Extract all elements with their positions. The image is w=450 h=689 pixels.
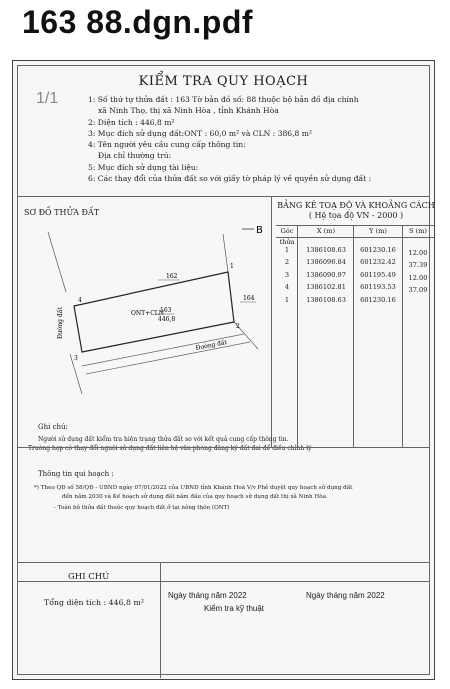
neighbor-line bbox=[48, 232, 66, 292]
vertex-label: 2 bbox=[236, 323, 240, 330]
column-divider bbox=[271, 196, 272, 447]
vertex-label: 3 bbox=[74, 355, 78, 362]
notes-text: Người sử dụng đất kiểm tra hiện trạng thửa đất so với kết quả cung cấp thông tin. Trường hợp có thay đổi người sử dụng đất liên hệ văn phòng đăng ký đất đai để điều chỉnh lý bbox=[28, 436, 312, 452]
parcel-number: 163 bbox=[160, 307, 172, 314]
vertex-label: 1 bbox=[230, 263, 234, 270]
parcel-map bbox=[18, 214, 268, 414]
distance-value: 37.09 bbox=[408, 286, 428, 295]
coord-table bbox=[276, 225, 434, 306]
technical-check: Kiểm tra kỹ thuật bbox=[204, 604, 265, 613]
planning-label: Thông tin qui hoạch : bbox=[38, 470, 114, 478]
footer-column bbox=[160, 562, 161, 678]
file-title: 163 88.dgn.pdf bbox=[22, 4, 254, 40]
info-line: 2: Diện tích : 446,8 m² bbox=[88, 117, 175, 127]
notes-label: Ghi chú: bbox=[38, 423, 68, 431]
info-line: 4: Tên người yêu cầu cung cấp thông tin: bbox=[88, 140, 246, 150]
distance-value: 37.39 bbox=[408, 261, 428, 270]
coord-table-title: BẢNG KÊ TOẠ ĐỘ VÀ KHOẢNG CÁCH ( Hệ tọa độ VN - 2000 ) bbox=[277, 201, 435, 220]
neighbor-label: 162 bbox=[166, 273, 178, 280]
table-row: 4 1386102.81 601193.53 bbox=[284, 283, 396, 292]
date-right: Ngày tháng năm 2022 bbox=[306, 591, 385, 600]
info-line: Địa chỉ thường trú: bbox=[98, 151, 172, 161]
table-grid bbox=[402, 225, 403, 447]
vertex-label: 4 bbox=[78, 297, 82, 304]
footer-divider bbox=[18, 562, 429, 563]
parcel-info bbox=[88, 94, 371, 184]
table-row: 3 1386090.97 601195.49 bbox=[284, 270, 396, 279]
neighbor-line bbox=[223, 234, 228, 272]
info-line: xã Ninh Thọ, thị xã Ninh Hòa , tỉnh Khánh Hòa bbox=[98, 106, 279, 116]
parcel-area: 446,8 bbox=[158, 316, 176, 323]
table-row: 1 1386108.63 601230.16 bbox=[284, 246, 396, 254]
info-line: 5: Mục đích sử dụng tài liệu: bbox=[88, 162, 199, 172]
table-grid bbox=[297, 225, 298, 447]
total-area: Tổng diện tích : 446,8 m² bbox=[44, 598, 144, 607]
table-row: 2 1386096.84 601232.42 bbox=[284, 258, 396, 267]
ghi-chu-label: GHI CHÚ bbox=[68, 572, 110, 582]
info-line: 6: Các thay đổi của thửa đất so với giấy tờ pháp lý về quyền sử dụng đất : bbox=[88, 174, 372, 184]
road-label: Đường đất bbox=[195, 339, 228, 352]
road-label-left: Đường đất bbox=[57, 307, 64, 339]
section-divider bbox=[18, 447, 429, 448]
distance-value: 12.00 bbox=[408, 273, 428, 282]
document-frame bbox=[17, 65, 435, 675]
parcel-label: ONT+CLN bbox=[131, 310, 165, 317]
table-row: 1 1386108.63 601230.16 bbox=[284, 295, 396, 304]
coord-table-header: Góc thửa X (m) Y (m) S (m) bbox=[276, 225, 434, 238]
road-edge bbox=[82, 334, 244, 366]
neighbor-label: 164 bbox=[243, 295, 255, 302]
distance-column bbox=[402, 247, 434, 297]
distance-value: 12.00 bbox=[408, 249, 428, 257]
document-page bbox=[12, 60, 435, 680]
map-section-label: SƠ ĐỒ THỬA ĐẤT bbox=[24, 208, 100, 217]
section-marker: B bbox=[256, 225, 263, 236]
document-title: KIỂM TRA QUY HOẠCH bbox=[138, 74, 309, 89]
info-line: 1: Số thứ tự thửa đất : 163 Tờ bản đồ số: 88 thuộc bộ bản đồ địa chính bbox=[88, 95, 359, 104]
info-line: 3: Mục đích sử dụng đất:ONT : 60,0 m² và CLN : 386,8 m² bbox=[88, 128, 313, 138]
section-divider bbox=[18, 196, 429, 197]
date-left: Ngày tháng năm 2022 bbox=[168, 591, 247, 600]
planning-text: *) Theo QĐ số 58/QĐ - UBND ngày 07/01/2022 của UBND tỉnh Khánh Hoà V/v Phê duyệt quy hoạch sử dụng đất đến năm 2030 và Kế hoạch sử dụng đất năm đầu của quy hoạch sử dụng đất thị xã Ninh Hòa. - Toàn bộ thửa đất thuộc quy hoạch đất ở tại nông thôn (ONT) bbox=[34, 485, 353, 511]
table-grid bbox=[353, 225, 354, 447]
page-indicator: 1/1 bbox=[36, 90, 59, 107]
